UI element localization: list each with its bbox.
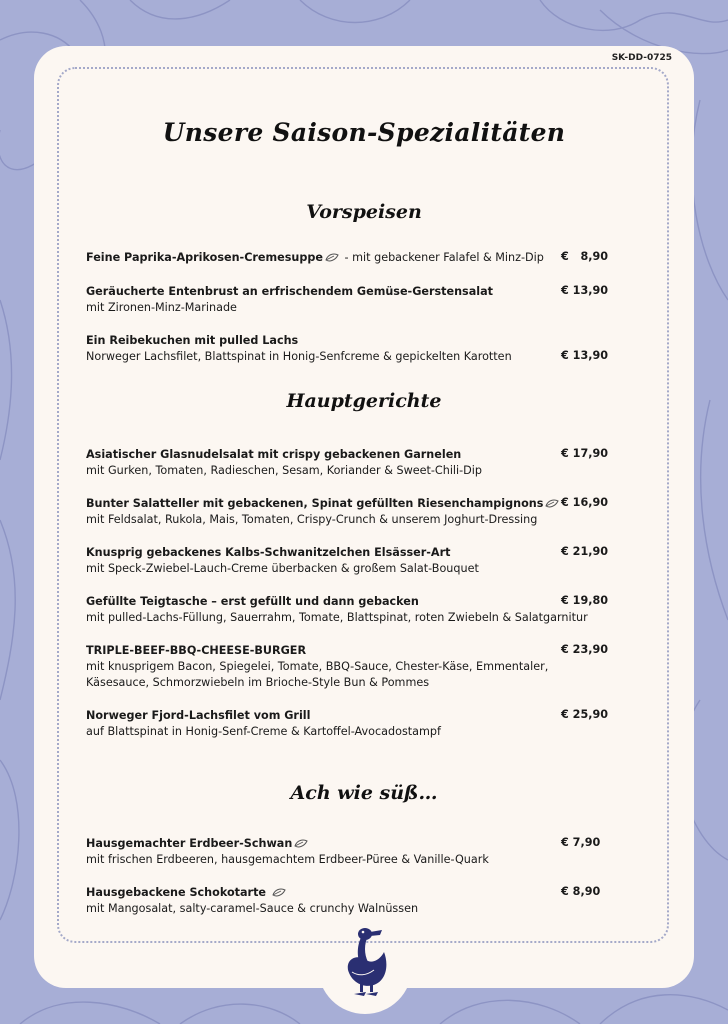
dish-name: TRIPLE-BEEF-BBQ-CHEESE-BURGER xyxy=(86,644,307,657)
dish-price: € 13,90 xyxy=(561,349,609,362)
dish-description: mit Gurken, Tomaten, Radieschen, Sesam, Koriander & Sweet-Chili-Dip xyxy=(86,464,483,477)
dish-item xyxy=(86,708,609,740)
dish-name: Norweger Fjord-Lachsfilet vom Grill xyxy=(86,709,311,722)
leaf-icon xyxy=(325,253,339,262)
menu-title: Unsere Saison-Spezialitäten xyxy=(162,118,566,147)
dish-price: € 16,90 xyxy=(561,496,609,509)
swan-logo xyxy=(336,920,396,1000)
leaf-icon xyxy=(272,888,286,897)
dish-item xyxy=(86,447,609,479)
leaf-icon xyxy=(545,499,559,508)
dish-price: € 8,90 xyxy=(561,885,601,898)
dish-description: mit knusprigem Bacon, Spiegelei, Tomate, BBQ-Sauce, Chester-Käse, Emmentaler, xyxy=(86,660,549,673)
dish-description-line-2: Käsesauce, Schmorzwiebeln im Brioche-Style Bun & Pommes xyxy=(86,676,430,689)
section-title-desserts: Ach wie süß… xyxy=(290,782,438,804)
dish-price: € 21,90 xyxy=(561,545,609,558)
dish-price: € 7,90 xyxy=(561,836,601,849)
dish-item xyxy=(86,333,609,365)
dish-description: mit Zironen-Minz-Marinade xyxy=(86,301,237,314)
dish-item xyxy=(86,250,609,266)
dish-description: mit Feldsalat, Rukola, Mais, Tomaten, Crispy-Crunch & unserem Joghurt-Dressing xyxy=(86,513,538,526)
dish-description: mit Mangosalat, salty-caramel-Sauce & crunchy Walnüssen xyxy=(86,902,419,915)
dish-description: mit pulled-Lachs-Füllung, Sauerrahm, Tomate, Blattspinat, roten Zwiebeln & Salatgarnitur xyxy=(86,611,588,624)
dish-name: Geräucherte Entenbrust an erfrischendem Gemüse-Gerstensalat xyxy=(86,285,493,298)
dish-price: € 19,80 xyxy=(561,594,609,607)
dish-price: € 13,90 xyxy=(561,284,609,297)
dish-item xyxy=(86,284,609,316)
section-title-mains: Hauptgerichte xyxy=(286,390,442,412)
dish-name: Ein Reibekuchen mit pulled Lachs xyxy=(86,334,299,347)
menu-code: SK-DD-0725 xyxy=(611,53,672,63)
dish-price: € 8,90 xyxy=(561,250,609,263)
section-title-starters: Vorspeisen xyxy=(306,201,422,223)
dish-name: Gefüllte Teigtasche – erst gefüllt und dann gebacken xyxy=(86,595,419,608)
dish-item xyxy=(86,643,609,691)
dish-name: Knusprig gebackenes Kalbs-Schwanitzelchen Elsässer-Art xyxy=(86,546,451,559)
dish-item xyxy=(86,496,609,528)
dish-name: Asiatischer Glasnudelsalat mit crispy gebackenen Garnelen xyxy=(86,448,462,461)
dish-name: Hausgebackene Schokotarte xyxy=(86,886,267,899)
leaf-icon xyxy=(294,839,308,848)
dish-price: € 17,90 xyxy=(561,447,609,460)
dish-description: - mit gebackener Falafel & Minz-Dip xyxy=(341,251,544,264)
dish-name: Bunter Salatteller mit gebackenen, Spinat gefüllten Riesenchampignons xyxy=(86,497,544,510)
dish-item xyxy=(86,545,609,577)
dish-description: Norweger Lachsfilet, Blattspinat in Honig-Senfcreme & gepickelten Karotten xyxy=(86,350,512,363)
dish-description: mit Speck-Zwiebel-Lauch-Creme überbacken & großem Salat-Bouquet xyxy=(86,562,479,575)
dish-price: € 23,90 xyxy=(561,643,609,656)
dish-price: € 25,90 xyxy=(561,708,609,721)
dish-name: Feine Paprika-Aprikosen-Cremesuppe xyxy=(86,251,323,264)
dish-item xyxy=(86,885,606,917)
dish-item xyxy=(86,594,609,626)
dish-name: Hausgemachter Erdbeer-Schwan xyxy=(86,837,293,850)
dish-description: mit frischen Erdbeeren, hausgemachtem Erdbeer-Püree & Vanille-Quark xyxy=(86,853,489,866)
dish-item xyxy=(86,836,606,868)
dish-description: auf Blattspinat in Honig-Senf-Creme & Kartoffel-Avocadostampf xyxy=(86,725,441,738)
